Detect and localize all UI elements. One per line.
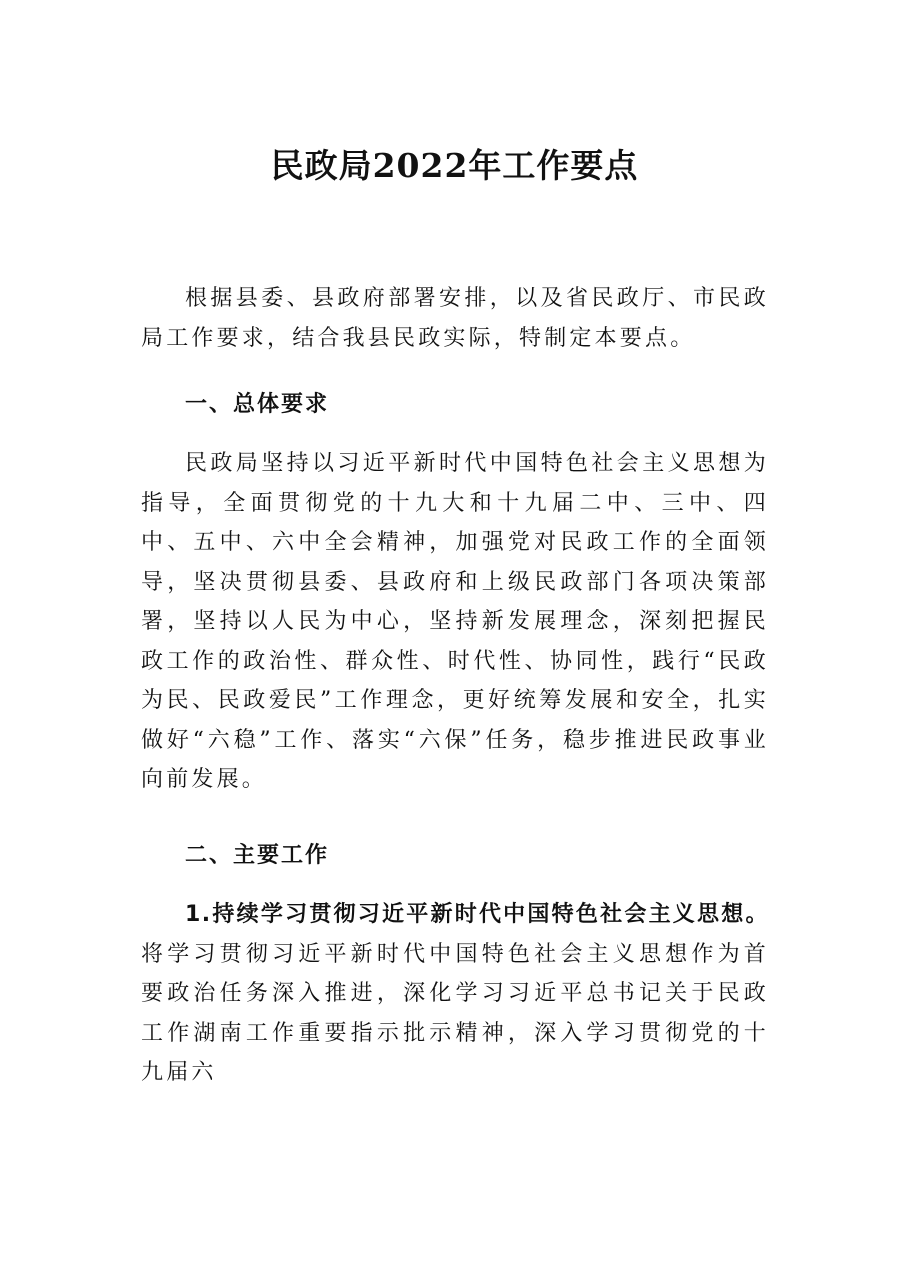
overall-requirements-paragraph: 民政局坚持以习近平新时代中国特色社会主义思想为指导，全面贯彻党的十九大和十九届二中、三中、四中、五中、六中全会精神，加强党对民政工作的全面领导，坚决贯彻县委、县政府和上级民政部门各项决策部署，坚持以人民为中心，坚持新发展理念，深刻把握民政工作的政治性、群众性、时代性、协同性，践行“民政为民、民政爱民”工作理念，更好统筹发展和安全，扎实做好“六稳”工作、落实“六保”任务，稳步推进民政事业向前发展。 (141, 451, 769, 792)
intro-paragraph: 根据县委、县政府部署安排，以及省民政厅、市民政局工作要求，结合我县民政实际，特制定本要点。 (141, 286, 769, 351)
section-heading-overall-requirements: 一、总体要求 (185, 392, 330, 417)
document-title: 民政局2022年工作要点 (270, 146, 639, 185)
main-work-item-1-paragraph (141, 895, 769, 1093)
main-work-item-1-body: 将学习贯彻习近平新时代中国特色社会主义思想作为首要政治任务深入推进，深化学习习近平总书记关于民政工作湖南工作重要指示批示精神，深入学习贯彻党的十九届六 (141, 941, 769, 1085)
section-heading-main-work: 二、主要工作 (185, 843, 330, 868)
main-work-item-1-lead: 1.持续学习贯彻习近平新时代中国特色社会主义思想。 (185, 902, 769, 927)
